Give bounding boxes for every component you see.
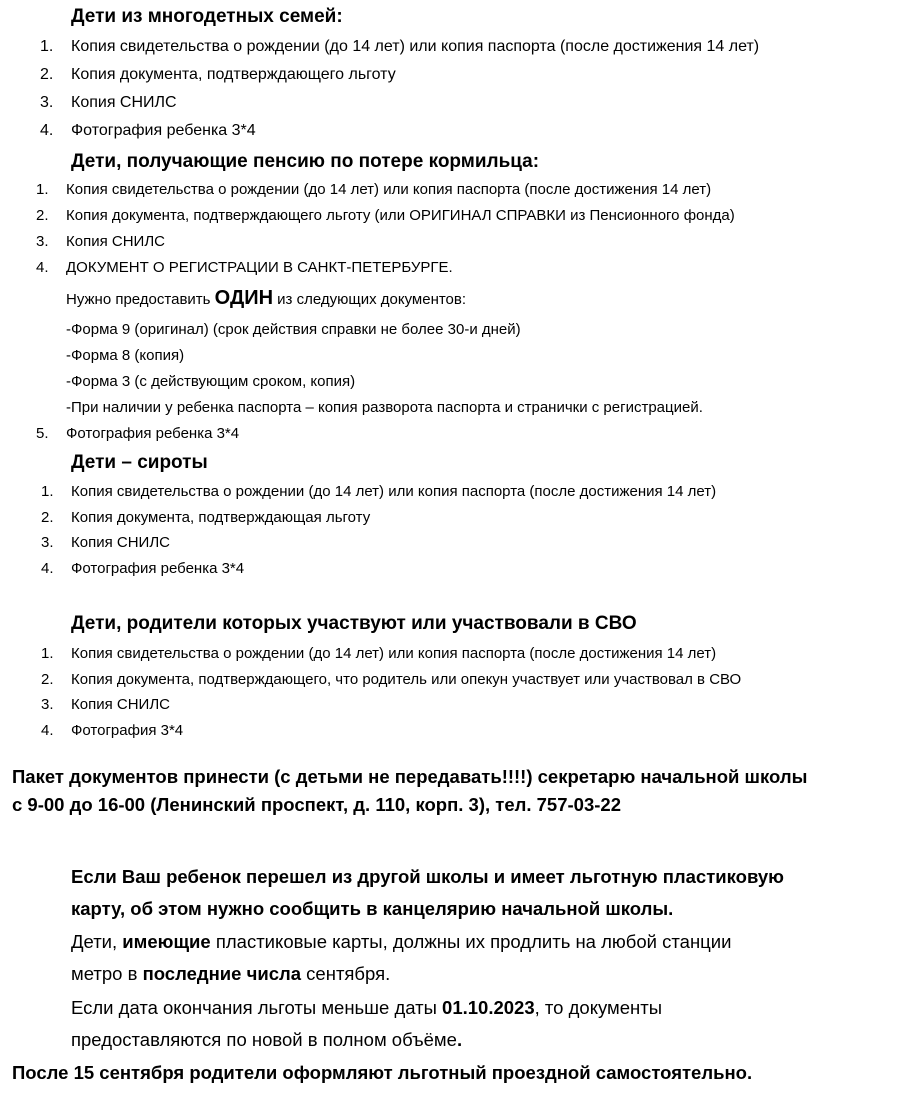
renewal-l2-b: последние числа: [142, 963, 302, 984]
delivery-notice-line1: Пакет документов принести (с детьми не передавать!!!!) секретарю начальной школы: [12, 766, 808, 787]
item-number: 3.: [41, 534, 54, 551]
final-notice: После 15 сентября родители оформляют льготный проездной самостоятельно.: [12, 1062, 753, 1083]
delivery-notice-line2: с 9-00 до 16-00 (Ленинский проспект, д. 110, корп. 3), тел. 757-03-22: [12, 794, 621, 815]
heading-large-families: Дети из многодетных семей:: [71, 6, 343, 27]
renewal-l2-c: сентября.: [301, 963, 391, 984]
renewal-l2-a: метро в: [71, 963, 143, 984]
renewal-l1-a: Дети,: [71, 931, 123, 952]
item-number: 3.: [41, 696, 54, 713]
renewal-l1-c: пластиковые карты, должны их продлить на любой станции: [210, 931, 732, 952]
heading-survivor-pension: Дети, получающие пенсию по потере кормильца:: [71, 151, 540, 172]
item-number: 4.: [36, 259, 49, 276]
expiry-l1-b: 01.10.2023: [442, 997, 535, 1018]
item-text: Копия свидетельства о рождении (до 14 лет) или копия паспорта (после достижения 14 лет): [71, 483, 717, 500]
item-text: Копия СНИЛС: [71, 696, 170, 713]
expiry-notice-line2: [71, 1024, 462, 1056]
registration-intro-before: Нужно предоставить: [66, 291, 215, 308]
item-text: Копия свидетельства о рождении (до 14 лет) или копия паспорта (после достижения 14 лет): [66, 181, 712, 198]
item-text: ДОКУМЕНТ О РЕГИСТРАЦИИ В САНКТ-ПЕТЕРБУРГЕ.: [66, 259, 453, 276]
registration-option-form9: -Форма 9 (оригинал) (срок действия справки не более 30-и дней): [66, 321, 521, 338]
heading-svo: Дети, родители которых участвуют или участвовали в СВО: [71, 613, 637, 634]
item-number: 4.: [41, 721, 54, 739]
item-text: Фотография ребенка 3*4: [66, 425, 240, 442]
item-text: Копия свидетельства о рождении (до 14 лет) или копия паспорта (после достижения 14 лет): [71, 38, 760, 55]
item-number: 4.: [41, 559, 54, 577]
expiry-l1-c: , то документы: [534, 997, 663, 1018]
item-number: 1.: [41, 483, 54, 500]
item-text: Фотография ребенка 3*4: [71, 559, 245, 577]
item-text: Фотография ребенка 3*4: [71, 122, 256, 139]
registration-intro-emph: ОДИН: [214, 287, 274, 309]
expiry-l2-a: предоставляются по новой в полном объёме: [71, 1029, 457, 1050]
expiry-notice-line1: [71, 992, 662, 1024]
item-number: 3.: [36, 233, 49, 250]
registration-option-form3: -Форма 3 (с действующим сроком, копия): [66, 373, 356, 390]
registration-option-passport: -При наличии у ребенка паспорта – копия разворота паспорта и странички с регистрацией.: [66, 399, 703, 416]
item-text: Копия документа, подтверждающего льготу (или ОРИГИНАЛ СПРАВКИ из Пенсионного фонда): [66, 207, 735, 224]
renewal-notice-line2: [71, 958, 390, 990]
renewal-notice-line1: [71, 926, 731, 958]
item-text: Копия СНИЛС: [66, 233, 165, 250]
transfer-notice-line1: Если Ваш ребенок перешел из другой школы и имеет льготную пластиковую: [71, 866, 784, 887]
heading-orphans: Дети – сироты: [71, 452, 208, 473]
item-text: Копия СНИЛС: [71, 94, 177, 111]
item-number: 3.: [40, 94, 54, 111]
item-number: 1.: [36, 181, 49, 198]
registration-option-form8: -Форма 8 (копия): [66, 347, 185, 364]
item-number: 1.: [40, 38, 54, 55]
renewal-l1-b: имеющие: [122, 931, 211, 952]
item-number: 1.: [41, 645, 54, 662]
expiry-l1-a: Если дата окончания льготы меньше даты: [71, 997, 443, 1018]
expiry-l2-b: .: [456, 1029, 463, 1050]
registration-intro: [66, 289, 466, 309]
item-text: Фотография 3*4: [71, 721, 184, 739]
item-text: Копия свидетельства о рождении (до 14 лет) или копия паспорта (после достижения 14 лет): [71, 645, 717, 662]
item-number: 2.: [40, 66, 54, 83]
item-number: 4.: [40, 122, 54, 139]
item-text: Копия документа, подтверждающего, что родитель или опекун участвует или участвовал в СВО: [71, 670, 742, 688]
item-number: 2.: [41, 670, 54, 688]
item-number: 2.: [41, 508, 54, 526]
item-text: Копия документа, подтверждающего льготу: [71, 66, 396, 83]
item-number: 5.: [36, 425, 49, 442]
item-text: Копия СНИЛС: [71, 534, 170, 551]
transfer-notice-line2: карту, об этом нужно сообщить в канцелярию начальной школы.: [71, 898, 674, 919]
item-text: Копия документа, подтверждающая льготу: [71, 508, 371, 526]
registration-intro-after: из следующих документов:: [273, 291, 467, 308]
item-number: 2.: [36, 207, 49, 224]
